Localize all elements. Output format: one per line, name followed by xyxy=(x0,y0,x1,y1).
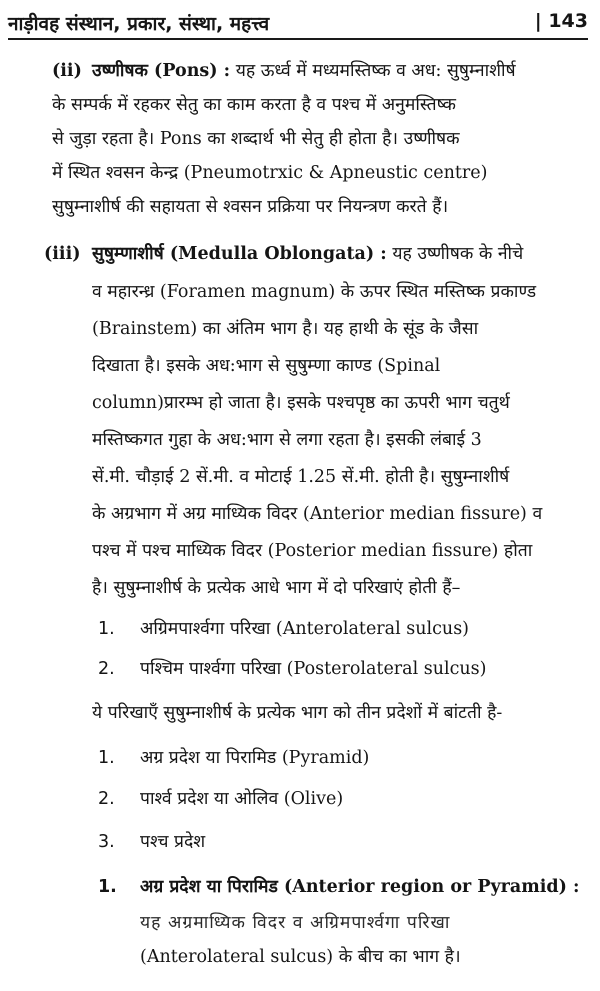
section-iii-line-7: सें.मी. चौड़ाई 2 सें.मी. व मोटाई 1.25 सें.मी. होती है। सुषुम्नाशीर्ष xyxy=(92,467,510,487)
list-b-item-2: पार्श्व प्रदेश या ओलिव (Olive) xyxy=(140,789,344,809)
section-iii-line-9: पश्च में पश्च माध्यिक विदर (Posterior median fissure) होता xyxy=(92,541,533,561)
list-b-num-2: 2. xyxy=(98,789,115,809)
list-a-num-2: 2. xyxy=(98,659,115,679)
section-iii-line-4: दिखाता है। इसके अध:भाग से सुषुम्णा काण्ड (Spinal xyxy=(92,356,441,376)
list-a-item-1: अग्रिमपार्श्वगा परिखा (Anterolateral sulcus) xyxy=(140,619,469,639)
subsection-num: 1. xyxy=(98,877,117,897)
list-a-item-2: पश्चिम पार्श्वगा परिखा (Posterolateral sulcus) xyxy=(140,659,487,679)
section-iii-line-10: है। सुषुम्नाशीर्ष के प्रत्येक आधे भाग में दो परिखाएं होती हैं– xyxy=(92,578,461,598)
header-rule xyxy=(8,38,588,40)
bridge-text: ये परिखाएँ सुषुम्नाशीर्ष के प्रत्येक भाग को तीन प्रदेशों में बांटती है- xyxy=(92,703,503,723)
section-ii-line-5: सुषुम्नाशीर्ष की सहायता से श्वसन प्रक्रिया पर नियन्त्रण करते हैं। xyxy=(52,197,449,217)
section-ii-line-4: में स्थित श्वसन केन्द्र (Pneumotrxic & Apneustic centre) xyxy=(52,163,488,183)
subsection-heading: अग्र प्रदेश या पिरामिड (Anterior region or Pyramid) : xyxy=(140,877,580,897)
chapter-title: नाड़ीवह संस्थान, प्रकार, संस्था, महत्त्व xyxy=(8,13,270,35)
section-iii-line-2: व महारन्ध्र (Foramen magnum) के ऊपर स्थित मस्तिष्क प्रकाण्ड xyxy=(92,282,537,302)
section-ii-term: उष्णीषक (Pons) : xyxy=(92,61,231,81)
section-ii-line-3: से जुड़ा रहता है। Pons का शब्दार्थ भी सेतु ही होता है। उष्णीषक xyxy=(52,129,460,149)
list-a-num-1: 1. xyxy=(98,619,115,639)
section-ii-line-1: यह ऊर्ध्व में मध्यमस्तिष्क व अध: सुषुम्नाशीर्ष xyxy=(235,61,516,81)
section-ii-label: (ii) xyxy=(52,61,82,81)
section-ii-first-line xyxy=(92,60,516,82)
subsection-line-2: (Anterolateral sulcus) के बीच का भाग है। xyxy=(140,947,461,967)
section-iii-line-6: मस्तिष्कगत गुहा के अध:भाग से लगा रहता है। इसकी लंबाई 3 xyxy=(92,430,482,450)
list-b-item-3: पश्च प्रदेश xyxy=(140,832,206,852)
section-ii-line-2: के सम्पर्क में रहकर सेतु का काम करता है व पश्च में अनुमस्तिष्क xyxy=(52,95,456,115)
running-header xyxy=(8,10,588,38)
section-iii-line-8: के अग्रभाग में अग्र माध्यिक विदर (Anterior median fissure) व xyxy=(92,504,543,524)
subsection-line-1: यह अग्रमाध्यिक विदर व अग्रिमपार्श्वगा परिखा xyxy=(140,913,451,933)
page-number: | 143 xyxy=(534,10,588,32)
section-iii-label: (iii) xyxy=(44,244,81,264)
section-iii-first-line xyxy=(92,243,523,265)
section-iii-line-5: column)प्रारम्भ हो जाता है। इसके पश्चपृष्ठ का ऊपरी भाग चतुर्थ xyxy=(92,393,510,413)
section-iii-line-1: यह उष्णीषक के नीचे xyxy=(392,244,524,264)
list-b-num-1: 1. xyxy=(98,748,115,768)
list-b-num-3: 3. xyxy=(98,832,115,852)
section-iii-term: सुषुम्णाशीर्ष (Medulla Oblongata) : xyxy=(92,244,387,264)
section-iii-line-3: (Brainstem) का अंतिम भाग है। यह हाथी के सूंड के जैसा xyxy=(92,319,479,339)
list-b-item-1: अग्र प्रदेश या पिरामिड (Pyramid) xyxy=(140,748,370,768)
